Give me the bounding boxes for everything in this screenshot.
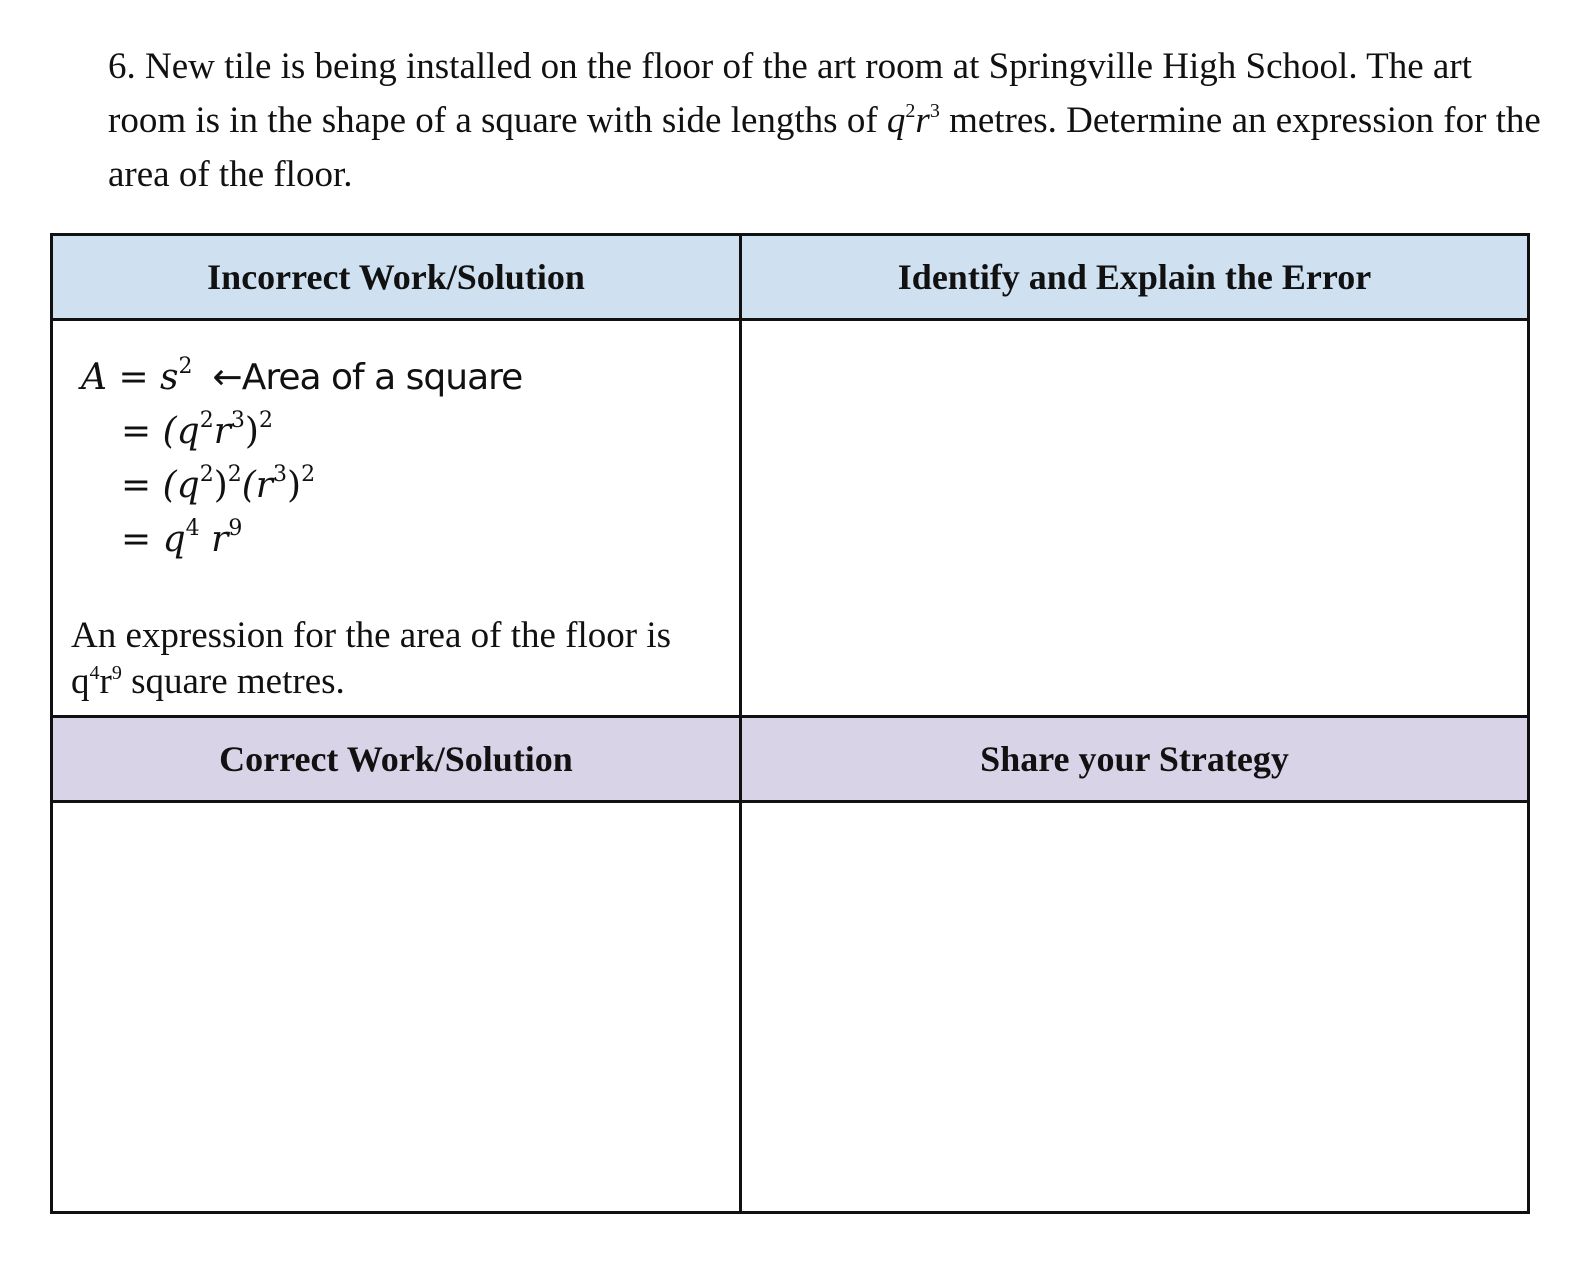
math-step-2-exp-2: 3 (230, 408, 245, 433)
incorrect-work-content (53, 321, 739, 715)
math-step-3-part-c: (r (241, 465, 274, 506)
math-step-2-exp-1: 2 (199, 408, 214, 433)
math-step-3-part-a: = (q (121, 465, 200, 506)
math-step-3-part-b: ) (213, 465, 228, 506)
math-step-4-part-a: = q (121, 519, 186, 560)
math-step-2-exp-3: 2 (258, 408, 273, 433)
math-step-4-exp-2: 9 (228, 516, 243, 541)
header-row-top (52, 235, 1529, 320)
conclusion-r: r (99, 661, 112, 702)
math-step-4 (81, 513, 522, 567)
math-steps (81, 351, 522, 567)
error-analysis-table (50, 233, 1530, 1214)
header-row-bottom (52, 717, 1529, 802)
header-correct-work: Correct Work/Solution (52, 717, 741, 802)
header-share-strategy: Share your Strategy (741, 717, 1529, 802)
incorrect-work-cell (52, 320, 741, 717)
conclusion-text-2: square metres. (121, 661, 345, 702)
side-exp-q: 2 (905, 100, 916, 122)
math-step-2 (81, 405, 522, 459)
math-step-2-part-a: = (q (121, 411, 200, 452)
area-note-text: Area of a square (241, 357, 523, 398)
body-row-top (52, 320, 1529, 717)
math-step-2-part-b: r (213, 411, 231, 452)
header-identify-error: Identify and Explain the Error (741, 235, 1529, 320)
math-step-3-exp-3: 3 (273, 462, 288, 487)
strategy-answer-cell[interactable] (741, 802, 1529, 1213)
conclusion-q-exp: 4 (89, 662, 100, 684)
problem-number: 6. (108, 46, 136, 87)
math-step-3-part-d: ) (287, 465, 302, 506)
incorrect-conclusion (71, 613, 731, 705)
math-step-3-exp-4: 2 (301, 462, 316, 487)
math-step-3-exp-2: 2 (227, 462, 242, 487)
left-arrow-icon: ← (212, 357, 242, 398)
problem-text-before: New tile is being installed on the floor of the art room at Springville High School. The art room is in the shape of a square with side lengths of (108, 46, 1472, 141)
math-step-1 (81, 351, 522, 405)
problem-statement (108, 40, 1548, 202)
header-incorrect-work: Incorrect Work/Solution (52, 235, 741, 320)
conclusion-r-exp: 9 (111, 662, 122, 684)
math-step-4-part-b: r (199, 519, 229, 560)
conclusion-text-1: An expression for the area of the floor is (71, 615, 672, 656)
math-step-2-part-c: ) (244, 411, 259, 452)
math-step-3 (81, 459, 522, 513)
correct-work-answer-cell[interactable] (52, 802, 741, 1213)
math-step-3-exp-1: 2 (199, 462, 214, 487)
area-note (213, 357, 523, 398)
conclusion-q: q (71, 661, 90, 702)
identify-error-answer-cell[interactable] (741, 320, 1529, 717)
side-var-r: r (915, 100, 930, 141)
math-step-4-exp-1: 4 (185, 516, 200, 541)
side-exp-r: 3 (929, 100, 940, 122)
math-step-1-lhs: A = s (81, 357, 179, 398)
problem-text-after: metres. Determine an expression for the area of the floor. (108, 100, 1541, 195)
body-row-bottom (52, 802, 1529, 1213)
side-var-q: q (886, 100, 906, 141)
math-step-1-exp: 2 (178, 354, 193, 379)
